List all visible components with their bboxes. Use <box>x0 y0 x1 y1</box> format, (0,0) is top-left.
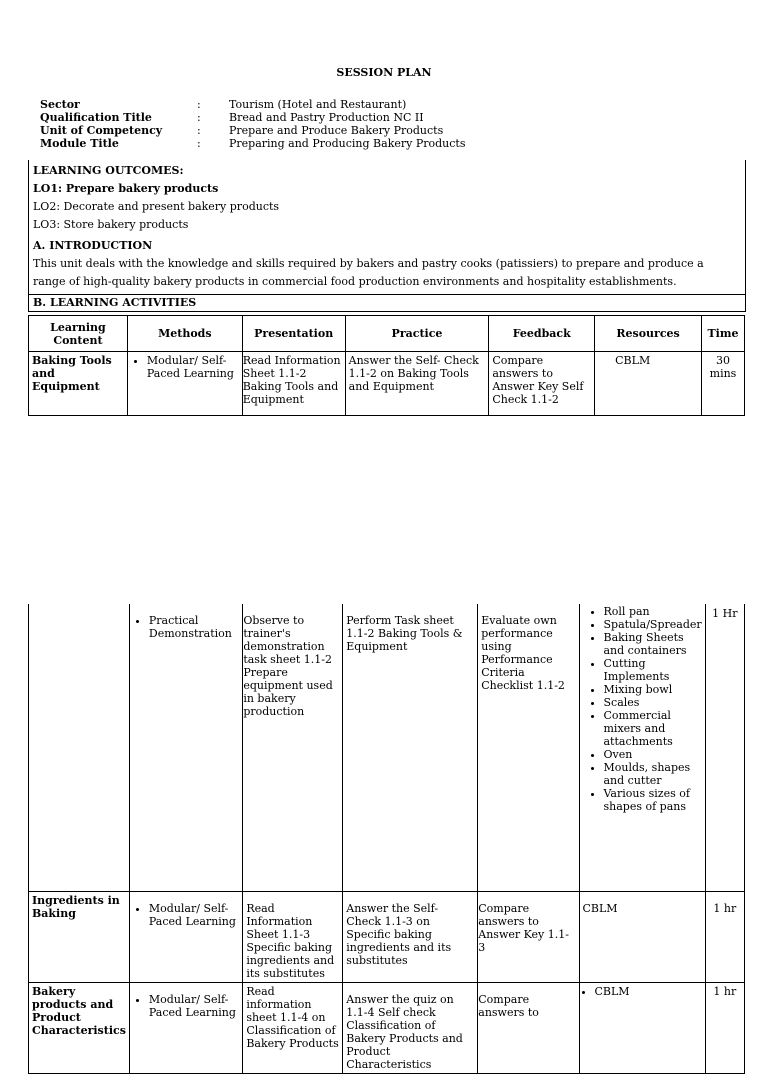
content-cell: Ingredients in Baking <box>29 891 130 982</box>
meta-row: Unit of Competency : Prepare and Produce Bakery Products <box>40 124 444 137</box>
list-item: • Various sizes of shapes of pans <box>604 787 702 813</box>
activities-heading: B. LEARNING ACTIVITIES <box>29 294 745 312</box>
activities-table-bottom <box>28 604 745 1074</box>
list-item: • CBLM <box>595 985 702 998</box>
feedback-cell: Evaluate own performance using Performance Criteria Checklist 1.1-2 <box>478 604 579 891</box>
intro-heading: A. INTRODUCTION <box>33 239 153 252</box>
time-cell: 30 mins <box>701 352 744 416</box>
resources-cell: CBLM <box>595 352 702 416</box>
method-item: • Modular/ Self-Paced Learning <box>147 354 239 380</box>
list-item: • Oven <box>604 748 702 761</box>
content-cell: Bakery products and Product Characteristics <box>29 982 130 1073</box>
feedback-cell: Compare answers to <box>478 982 579 1073</box>
page-title: SESSION PLAN <box>336 66 432 79</box>
column-header: Resources <box>595 316 702 352</box>
content-cell: Baking Tools and Equipment <box>29 352 128 416</box>
list-item: • Roll pan <box>604 605 702 618</box>
list-item: • Mixing bowl <box>604 683 702 696</box>
table-row <box>29 352 745 416</box>
meta-row: Sector : Tourism (Hotel and Restaurant) <box>40 98 407 111</box>
list-item: • Commercial mixers and attachments <box>604 709 702 748</box>
column-header: Presentation <box>242 316 345 352</box>
meta-label: Sector <box>40 98 80 111</box>
feedback-cell: Compare answers to Answer Key Self Check 1.1-2 <box>489 352 595 416</box>
intro-text: This unit deals with the knowledge and skills required by bakers and pastry cooks (patissiers) to prepare and produce a range of high-quality bakery products in commercial food production environments and hospitality establishments. <box>33 257 704 288</box>
table-row <box>29 891 745 982</box>
table-row <box>29 604 745 891</box>
method-item: • Modular/ Self-Paced Learning <box>149 993 239 1019</box>
presentation-cell: Read information sheet 1.1-4 on Classification of Bakery Products <box>243 982 343 1073</box>
practice-cell: Answer the Self- Check 1.1-3 on Specific baking ingredients and its substitutes <box>343 891 478 982</box>
resources-list <box>588 605 702 813</box>
column-header: Time <box>701 316 744 352</box>
time-cell: 1 Hr <box>705 604 744 891</box>
practice-cell: Answer the quiz on 1.1-4 Self check Classification of Bakery Products and Product Characteristics <box>343 982 478 1073</box>
activities-table-top <box>28 315 745 416</box>
meta-label: Unit of Competency <box>40 124 163 137</box>
meta-value: Bread and Pastry Production NC II <box>229 111 424 124</box>
table-row <box>29 982 745 1073</box>
method-item: • Modular/ Self-Paced Learning <box>149 902 239 928</box>
header-row <box>29 316 745 352</box>
presentation-cell: Read Information Sheet 1.1-2 Baking Tools and Equipment <box>242 352 345 416</box>
feedback-cell: Compare answers to Answer Key 1.1-3 <box>478 891 579 982</box>
method-item: • Practical Demonstration <box>149 614 239 640</box>
outcome-item: LO2: Decorate and present bakery products <box>33 200 280 213</box>
meta-row: Module Title : Preparing and Producing Bakery Products <box>40 137 466 150</box>
meta-value: Tourism (Hotel and Restaurant) <box>229 98 407 111</box>
practice-cell: Perform Task sheet 1.1-2 Baking Tools & Equipment <box>343 604 478 891</box>
list-item: • Spatula/Spreader <box>604 618 702 631</box>
outcomes-box <box>28 160 746 312</box>
column-header: Methods <box>127 316 242 352</box>
column-header: Feedback <box>489 316 595 352</box>
plan-meta <box>40 98 465 150</box>
meta-value: Prepare and Produce Bakery Products <box>229 124 444 137</box>
meta-row: Qualification Title : Bread and Pastry Production NC II <box>40 111 424 124</box>
list-item: • Baking Sheets and containers <box>604 631 702 657</box>
resources-cell: CBLM <box>579 891 705 982</box>
list-item: • Scales <box>604 696 702 709</box>
time-cell: 1 hr <box>705 891 744 982</box>
time-cell: 1 hr <box>705 982 744 1073</box>
outcome-item: LO1: Prepare bakery products <box>33 182 219 195</box>
meta-label: Qualification Title <box>40 111 152 124</box>
content-cell <box>29 604 130 891</box>
outcome-item: LO3: Store bakery products <box>33 218 189 231</box>
presentation-cell: Read Information Sheet 1.1-3 Specific baking ingredients and its substitutes <box>243 891 343 982</box>
list-item: • Cutting Implements <box>604 657 702 683</box>
column-header: Practice <box>345 316 489 352</box>
list-item: • Moulds, shapes and cutter <box>604 761 702 787</box>
meta-label: Module Title <box>40 137 119 150</box>
meta-value: Preparing and Producing Bakery Products <box>229 137 466 150</box>
practice-cell: Answer the Self- Check 1.1-2 on Baking Tools and Equipment <box>345 352 489 416</box>
outcomes-heading: LEARNING OUTCOMES: <box>33 164 184 177</box>
column-header: Learning Content <box>29 316 128 352</box>
presentation-cell: Observe to trainer's demonstration task sheet 1.1-2 Prepare equipment used in bakery production <box>243 604 343 891</box>
